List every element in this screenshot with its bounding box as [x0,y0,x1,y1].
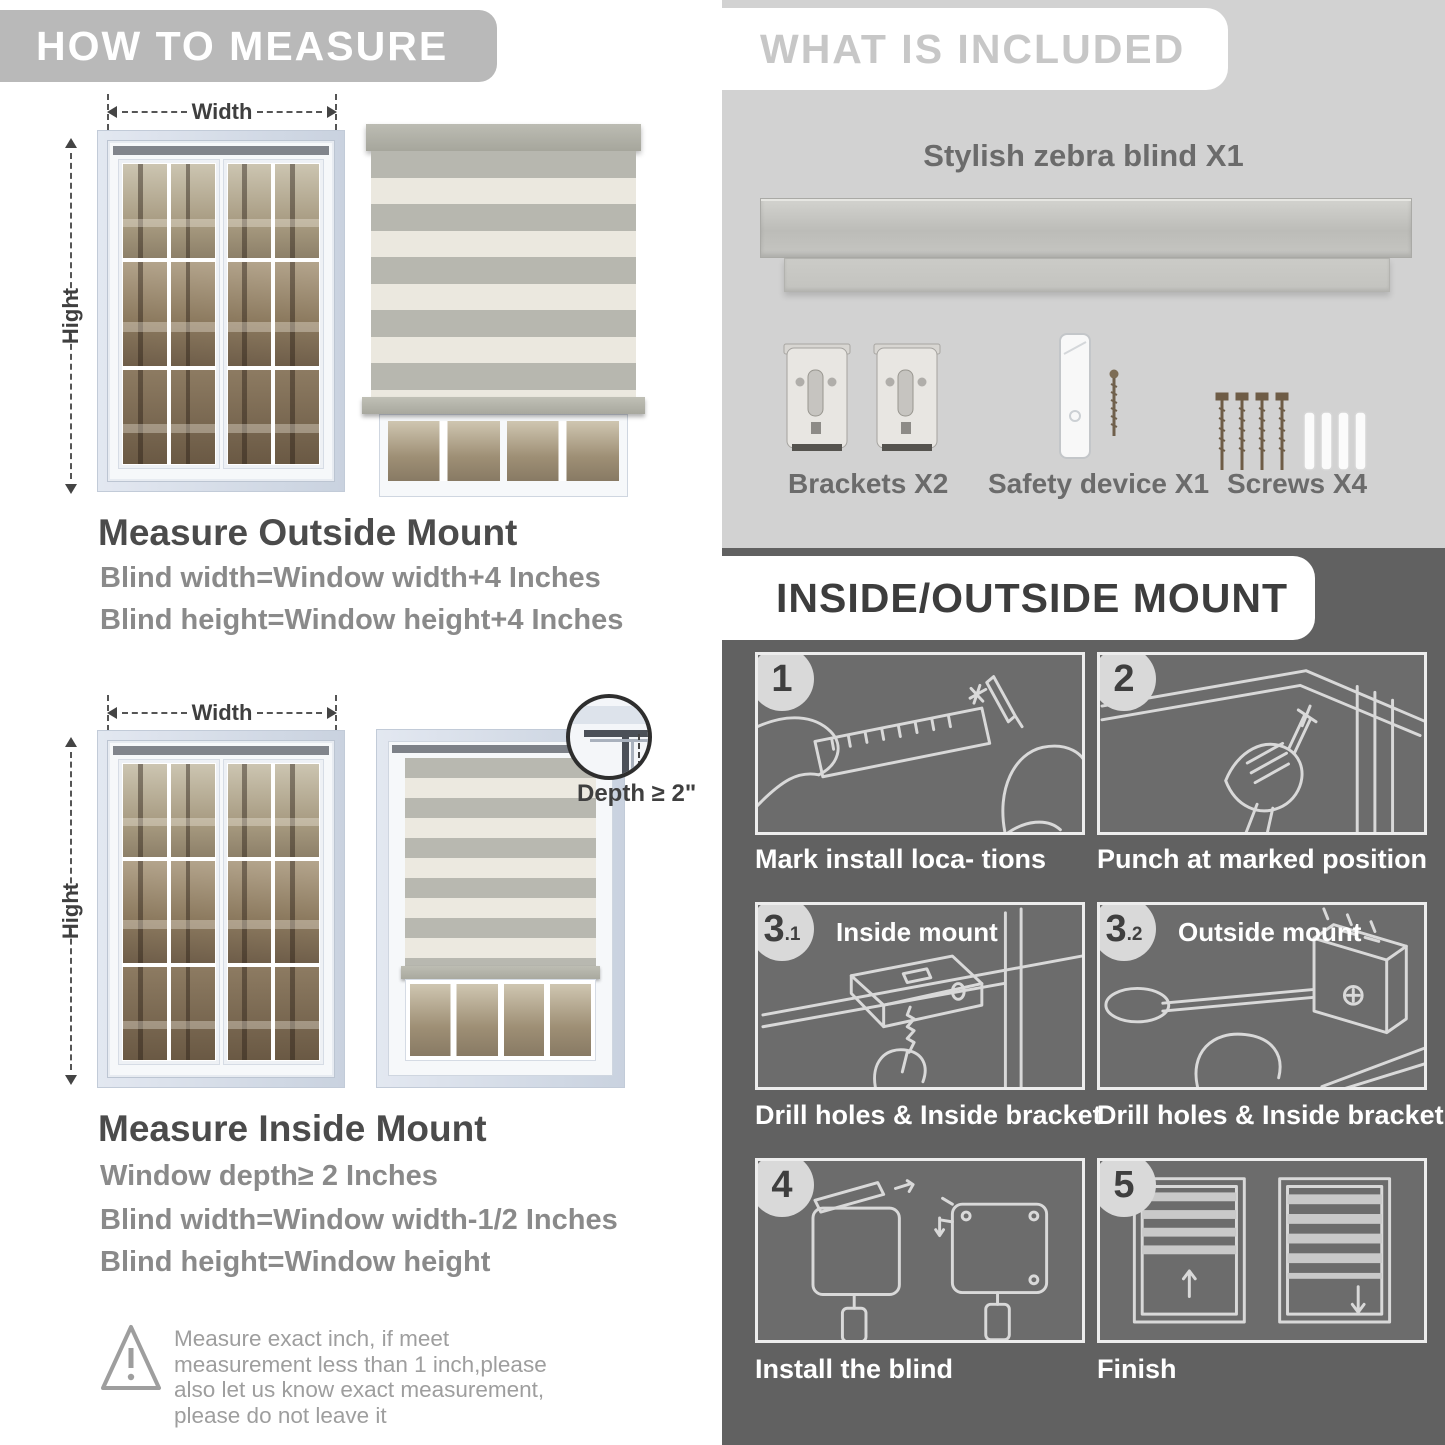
blind-zebra-stripes [405,758,596,966]
height-arrow-inside [60,737,82,1085]
step-caption-4: Install the blind [755,1354,954,1384]
window-illustration-inside [97,730,345,1088]
dashed-line [70,334,72,479]
window-bottom-behind-blind [405,979,596,1061]
height-label: Hight [58,882,84,940]
screws-label: Screws X4 [1227,468,1368,499]
window-pane [228,164,272,258]
how-to-measure-banner [0,10,497,82]
window-pane [410,984,498,1056]
step-caption-5: Finish [1097,1354,1177,1384]
window-pane [228,764,272,857]
window-pane [171,262,215,366]
window-sash [224,760,324,1064]
step-caption-1: Mark install loca- tions [755,844,1047,874]
safety-device-icon [1052,332,1134,464]
inside-mount-label: Inside mount [836,917,998,947]
window-pane [171,370,215,464]
height-arrow-outside [60,138,82,494]
window-pane [275,164,319,258]
window-pane [275,764,319,857]
step-caption-2: Punch at marked position [1097,844,1428,874]
magnifier-corner-line [631,739,634,780]
magnifier-corner-line [584,730,652,737]
inside-mount-line2: Blind width=Window width-1/2 Inches [100,1204,618,1236]
mount-banner [722,556,1315,640]
arrow-up-icon [65,138,77,148]
magnifier-wall [566,706,652,724]
window-pane [388,421,500,481]
width-label: Width [191,99,253,124]
step-box-3-1 [755,902,1085,1090]
window-pane [171,861,215,963]
window-lintel [113,146,329,155]
window-pane [275,967,319,1060]
window-pane [275,861,319,963]
step-number: 2 [1113,658,1135,700]
step-subnumber: .1 [784,924,801,945]
window-glass [119,760,323,1064]
arrow-up-icon [65,737,77,747]
outside-mount-heading: Measure Outside Mount [98,512,518,553]
depth-label: Depth ≥ 2" [577,780,697,807]
window-pane [275,370,319,464]
window-pane [123,861,167,963]
blind-bottom-rail [401,966,600,979]
dashed-line [257,111,322,113]
step-number: 1 [771,658,793,700]
step-box-3-2 [1097,902,1427,1090]
dashed-line [257,712,322,714]
window-pane [123,262,167,366]
window-sash [119,760,219,1064]
arrow-down-icon [65,484,77,494]
window-frame [108,141,334,481]
inside-mount-line1: Window depth≥ 2 Inches [100,1160,438,1192]
outside-mount-line1: Blind width=Window width+4 Inches [100,562,601,594]
window-pane [228,967,272,1060]
dashed-line [70,752,72,893]
brackets-label: Brackets X2 [788,468,949,499]
window-bottom-behind-blind [379,414,628,497]
window-frame [108,741,334,1077]
window-sash [119,160,219,468]
what-is-included-panel [722,0,1445,548]
arrow-left-icon [107,106,117,118]
arrow-right-icon [327,106,337,118]
dashed-line [122,111,187,113]
brackets-icon [782,338,944,464]
step-box-4 [755,1158,1085,1343]
magnifier-corner-line [590,739,652,742]
window-pane [123,370,167,464]
dashed-line [70,153,72,298]
mount-steps-panel [722,548,1445,1445]
step-caption-3-1: Drill holes & Inside bracket [755,1100,1102,1130]
window-pane [228,861,272,963]
inside-mount-heading: Measure Inside Mount [98,1108,487,1149]
height-label: Hight [58,287,84,345]
step-number: 3 [763,908,785,950]
inside-mount-line3: Blind height=Window height [100,1246,491,1278]
warning-triangle-icon [98,1320,164,1396]
step-number: 5 [1113,1164,1135,1206]
blind-headrail-bottom [784,258,1390,292]
window-pane [171,764,215,857]
arrow-right-icon [327,707,337,719]
arrow-down-icon [65,1075,77,1085]
dashed-line [122,712,187,714]
dashed-line [70,929,72,1070]
window-pane [123,764,167,857]
how-to-measure-title: HOW TO MEASURE [36,22,449,69]
step-box-1 [755,652,1085,835]
mount-title: INSIDE/OUTSIDE MOUNT [776,574,1289,621]
step-caption-3-2: Drill holes & Inside bracket [1097,1100,1444,1130]
step-number: 3 [1105,908,1127,950]
width-arrow-inside [107,700,337,725]
window-pane [507,421,619,481]
product-label: Stylish zebra blind X1 [923,138,1244,173]
width-arrow-outside [107,99,337,124]
warning-text: Measure exact inch, if meet measurement less than 1 inch,please also let us know exact measurement, please do not leave it [174,1326,547,1428]
window-pane [504,984,592,1056]
magnifier-corner-line [622,730,629,780]
width-label: Width [191,700,253,725]
safety-device-label: Safety device X1 [988,468,1210,499]
window-pane [123,967,167,1060]
window-pane [228,370,272,464]
step-box-2 [1097,652,1427,835]
window-glass [119,160,323,468]
window-pane [228,262,272,366]
window-illustration-outside [97,130,345,492]
outside-mount-line2: Blind height=Window height+4 Inches [100,604,624,636]
step-box-5 [1097,1158,1427,1343]
window-pane [275,262,319,366]
step-number: 4 [771,1164,793,1206]
blind-headrail-illustration [760,198,1412,258]
magnifier-dashed-line [638,734,640,776]
window-pane [123,164,167,258]
depth-magnifier-icon [566,694,652,780]
what-is-included-title: WHAT IS INCLUDED [760,25,1186,72]
window-pane [171,967,215,1060]
window-pane [171,164,215,258]
outside-mount-label: Outside mount [1178,917,1362,947]
blind-zebra-stripes [371,151,636,397]
blind-outside-mount-illustration [366,124,641,497]
window-lintel [113,746,329,755]
window-sash [224,160,324,468]
blind-cassette [366,124,641,151]
arrow-left-icon [107,707,117,719]
blind-bottom-rail [362,397,645,414]
step-subnumber: .2 [1126,924,1143,945]
what-is-included-banner [722,8,1228,90]
